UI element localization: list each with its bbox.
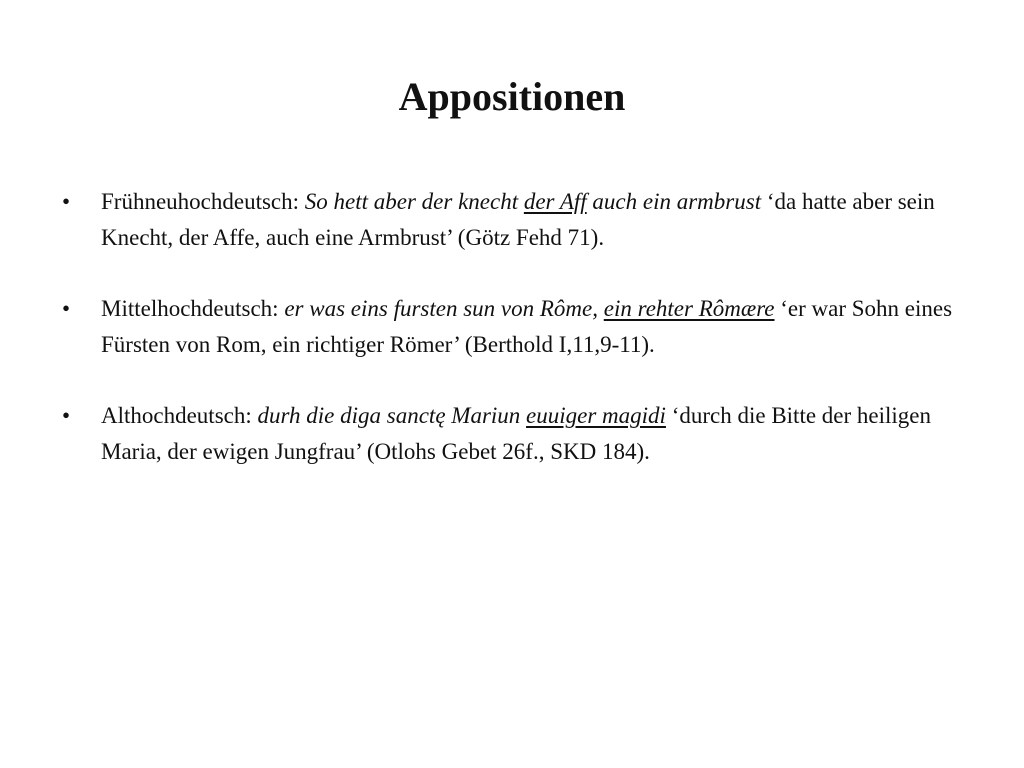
language-label: Frühneuhochdeutsch: [101, 189, 300, 214]
language-label: Althochdeutsch: [101, 403, 252, 428]
translation-text: ‘da hatte aber sein Knecht, der Affe, auch eine Armbrust’ (Götz Fehd 71). [101, 189, 935, 250]
example-text: durh die diga sanctę Mariun [257, 403, 521, 428]
slide-title: Appositionen [398, 74, 626, 119]
language-label: Mittelhochdeutsch: [101, 296, 279, 321]
example-text: er was eins fursten sun von Rôme, [284, 296, 598, 321]
bullet-item-mhd [62, 291, 972, 363]
example-text: So hett aber der knecht [304, 189, 519, 214]
bullet-item-ahd [62, 398, 972, 470]
bullet-item-fnhd [62, 184, 972, 256]
apposition-underlined: ein rehter Rômære [603, 296, 775, 321]
bullet-marker: • [62, 296, 71, 321]
bullet-list [62, 184, 972, 505]
bullet-marker: • [62, 403, 71, 428]
apposition-underlined: der Aff [523, 189, 587, 214]
example-text-continued: auch ein armbrust [592, 189, 762, 214]
translation-text: ‘er war Sohn eines Fürsten von Rom, ein richtiger Römer’ (Berthold I,11,9-11). [101, 296, 953, 357]
translation-text: ‘durch die Bitte der heiligen Maria, der ewigen Jungfrau’ (Otlohs Gebet 26f., SKD 184). [101, 403, 932, 464]
apposition-underlined: euuiger magidi [526, 403, 666, 428]
bullet-marker: • [62, 189, 71, 214]
